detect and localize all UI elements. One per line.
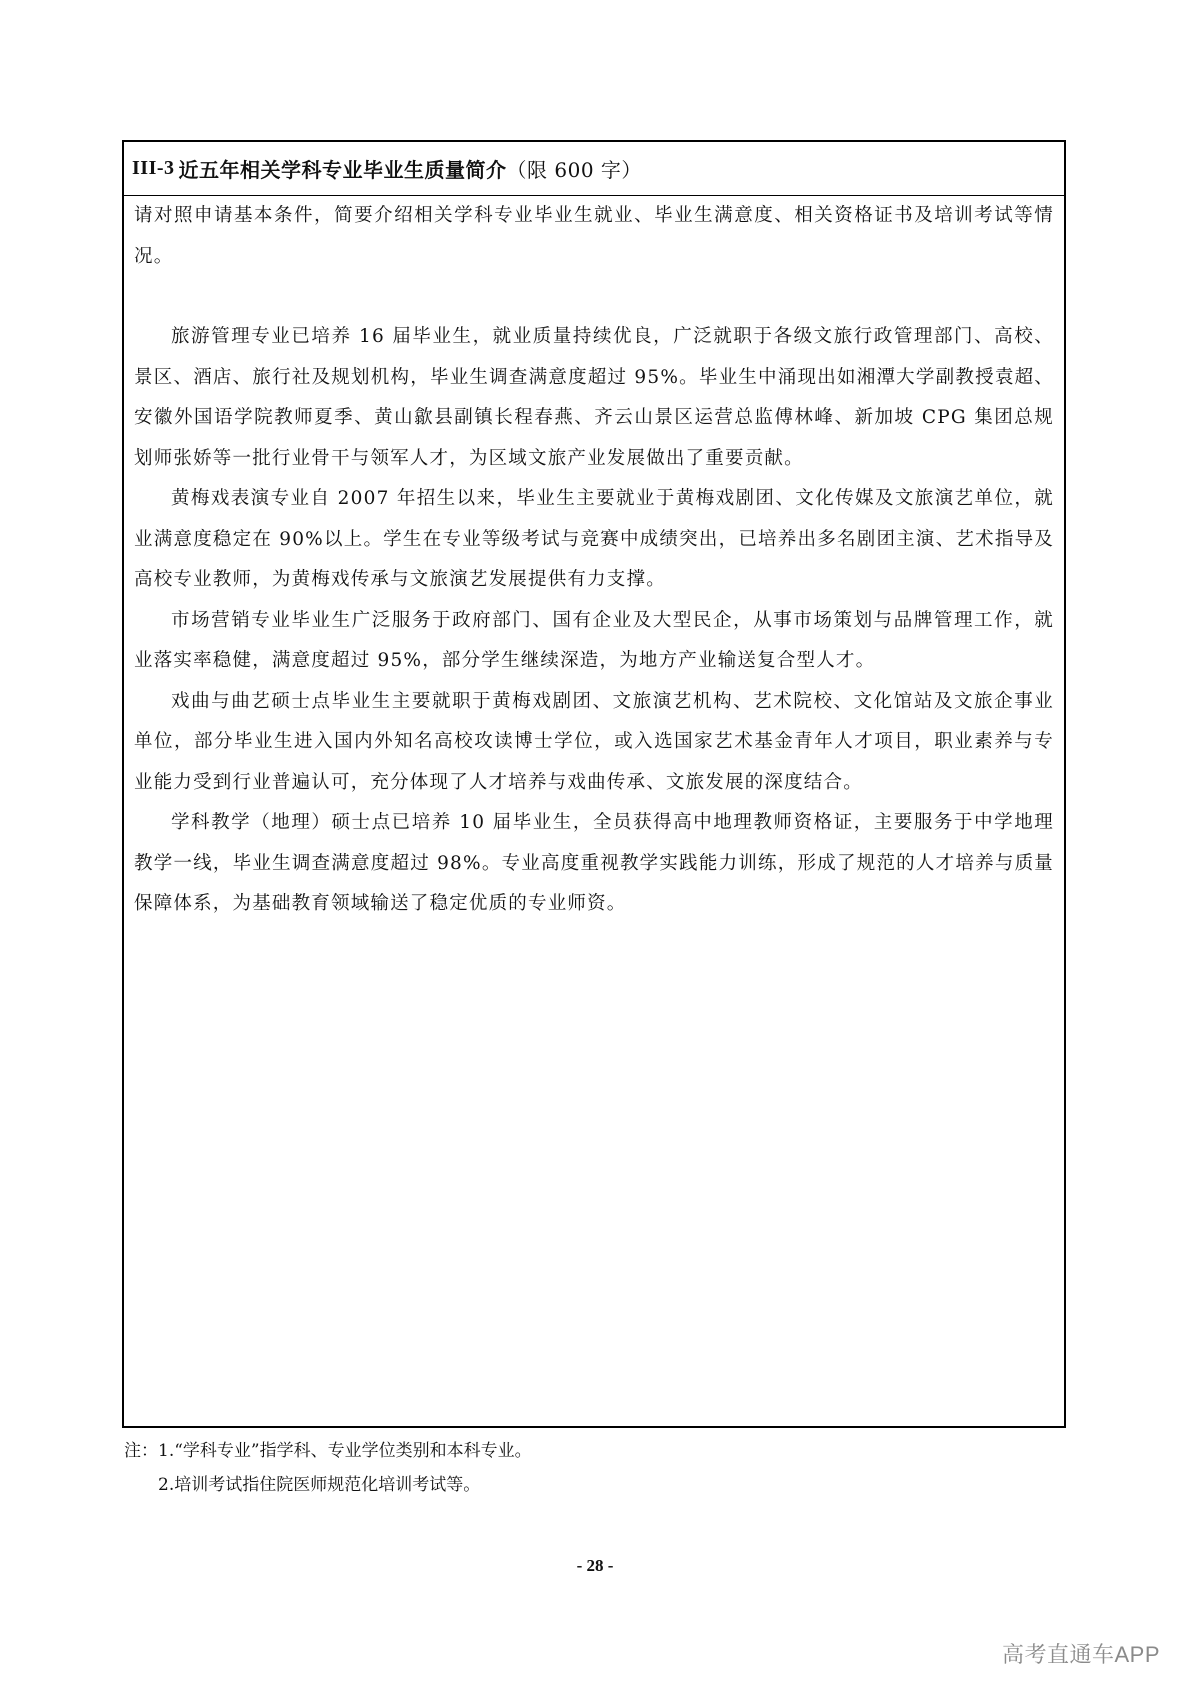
paragraph-huangmei-opera: 黄梅戏表演专业自 2007 年招生以来，毕业生主要就业于黄梅戏剧团、文化传媒及文旅演艺单位，就业满意度稳定在 90%以上。学生在专业等级考试与竞赛中成绩突出，已培养出多名剧团主演、艺术指导及高校专业教师，为黄梅戏传承与文旅演艺发展提供有力支撑。 xyxy=(134,488,1054,590)
page-number: - 28 - xyxy=(576,1556,614,1575)
paragraph-opera-masters: 戏曲与曲艺硕士点毕业生主要就职于黄梅戏剧团、文旅演艺机构、艺术院校、文化馆站及文旅企事业单位，部分毕业生进入国内外知名高校攻读博士学位，或入选国家艺术基金青年人才项目，职业素养与专业能力受到行业普遍认可，充分体现了人才培养与戏曲传承、文旅发展的深度结合。 xyxy=(134,690,1054,793)
footnotes xyxy=(124,1434,532,1502)
section-header xyxy=(124,142,1064,196)
watermark: 高考直通车APP xyxy=(1001,1642,1160,1667)
blank-line xyxy=(134,277,1054,317)
section-body xyxy=(124,196,1064,925)
instruction-text: 请对照申请基本条件，简要介绍相关学科专业毕业生就业、毕业生满意度、相关资格证书及培训考试等情况。 xyxy=(134,205,1054,267)
paragraph-tourism: 旅游管理专业已培养 16 届毕业生，就业质量持续优良，广泛就职于各级文旅行政管理部门、高校、景区、酒店、旅行社及规划机构，毕业生调查满意度超过 95%。毕业生中涌现出如湘潭大学副教授袁超、安徽外国语学院教师夏季、黄山歙县副镇长程春燕、齐云山景区运营总监傅林峰、新加坡 CPG 集团总规划师张娇等一批行业骨干与领军人才，为区域文旅产业发展做出了重要贡献。 xyxy=(134,326,1054,469)
section-code: III-3 xyxy=(132,157,175,179)
footnote-2: 2.培训考试指住院医师规范化培训考试等。 xyxy=(158,1475,481,1495)
form-table xyxy=(122,140,1066,1428)
footnote-1: 注：1.“学科专业”指学科、专业学位类别和本科专业。 xyxy=(124,1441,532,1461)
word-limit: （限 600 字） xyxy=(506,158,642,182)
section-title: 近五年相关学科专业毕业生质量简介 xyxy=(178,158,507,182)
paragraph-geography-masters: 学科教学（地理）硕士点已培养 10 届毕业生，全员获得高中地理教师资格证，主要服务于中学地理教学一线，毕业生调查满意度超过 98%。专业高度重视教学实践能力训练，形成了规范的人才培养与质量保障体系，为基础教育领域输送了稳定优质的专业师资。 xyxy=(134,812,1054,914)
paragraph-marketing: 市场营销专业毕业生广泛服务于政府部门、国有企业及大型民企，从事市场策划与品牌管理工作，就业落实率稳健，满意度超过 95%，部分学生继续深造，为地方产业输送复合型人才。 xyxy=(134,609,1054,671)
